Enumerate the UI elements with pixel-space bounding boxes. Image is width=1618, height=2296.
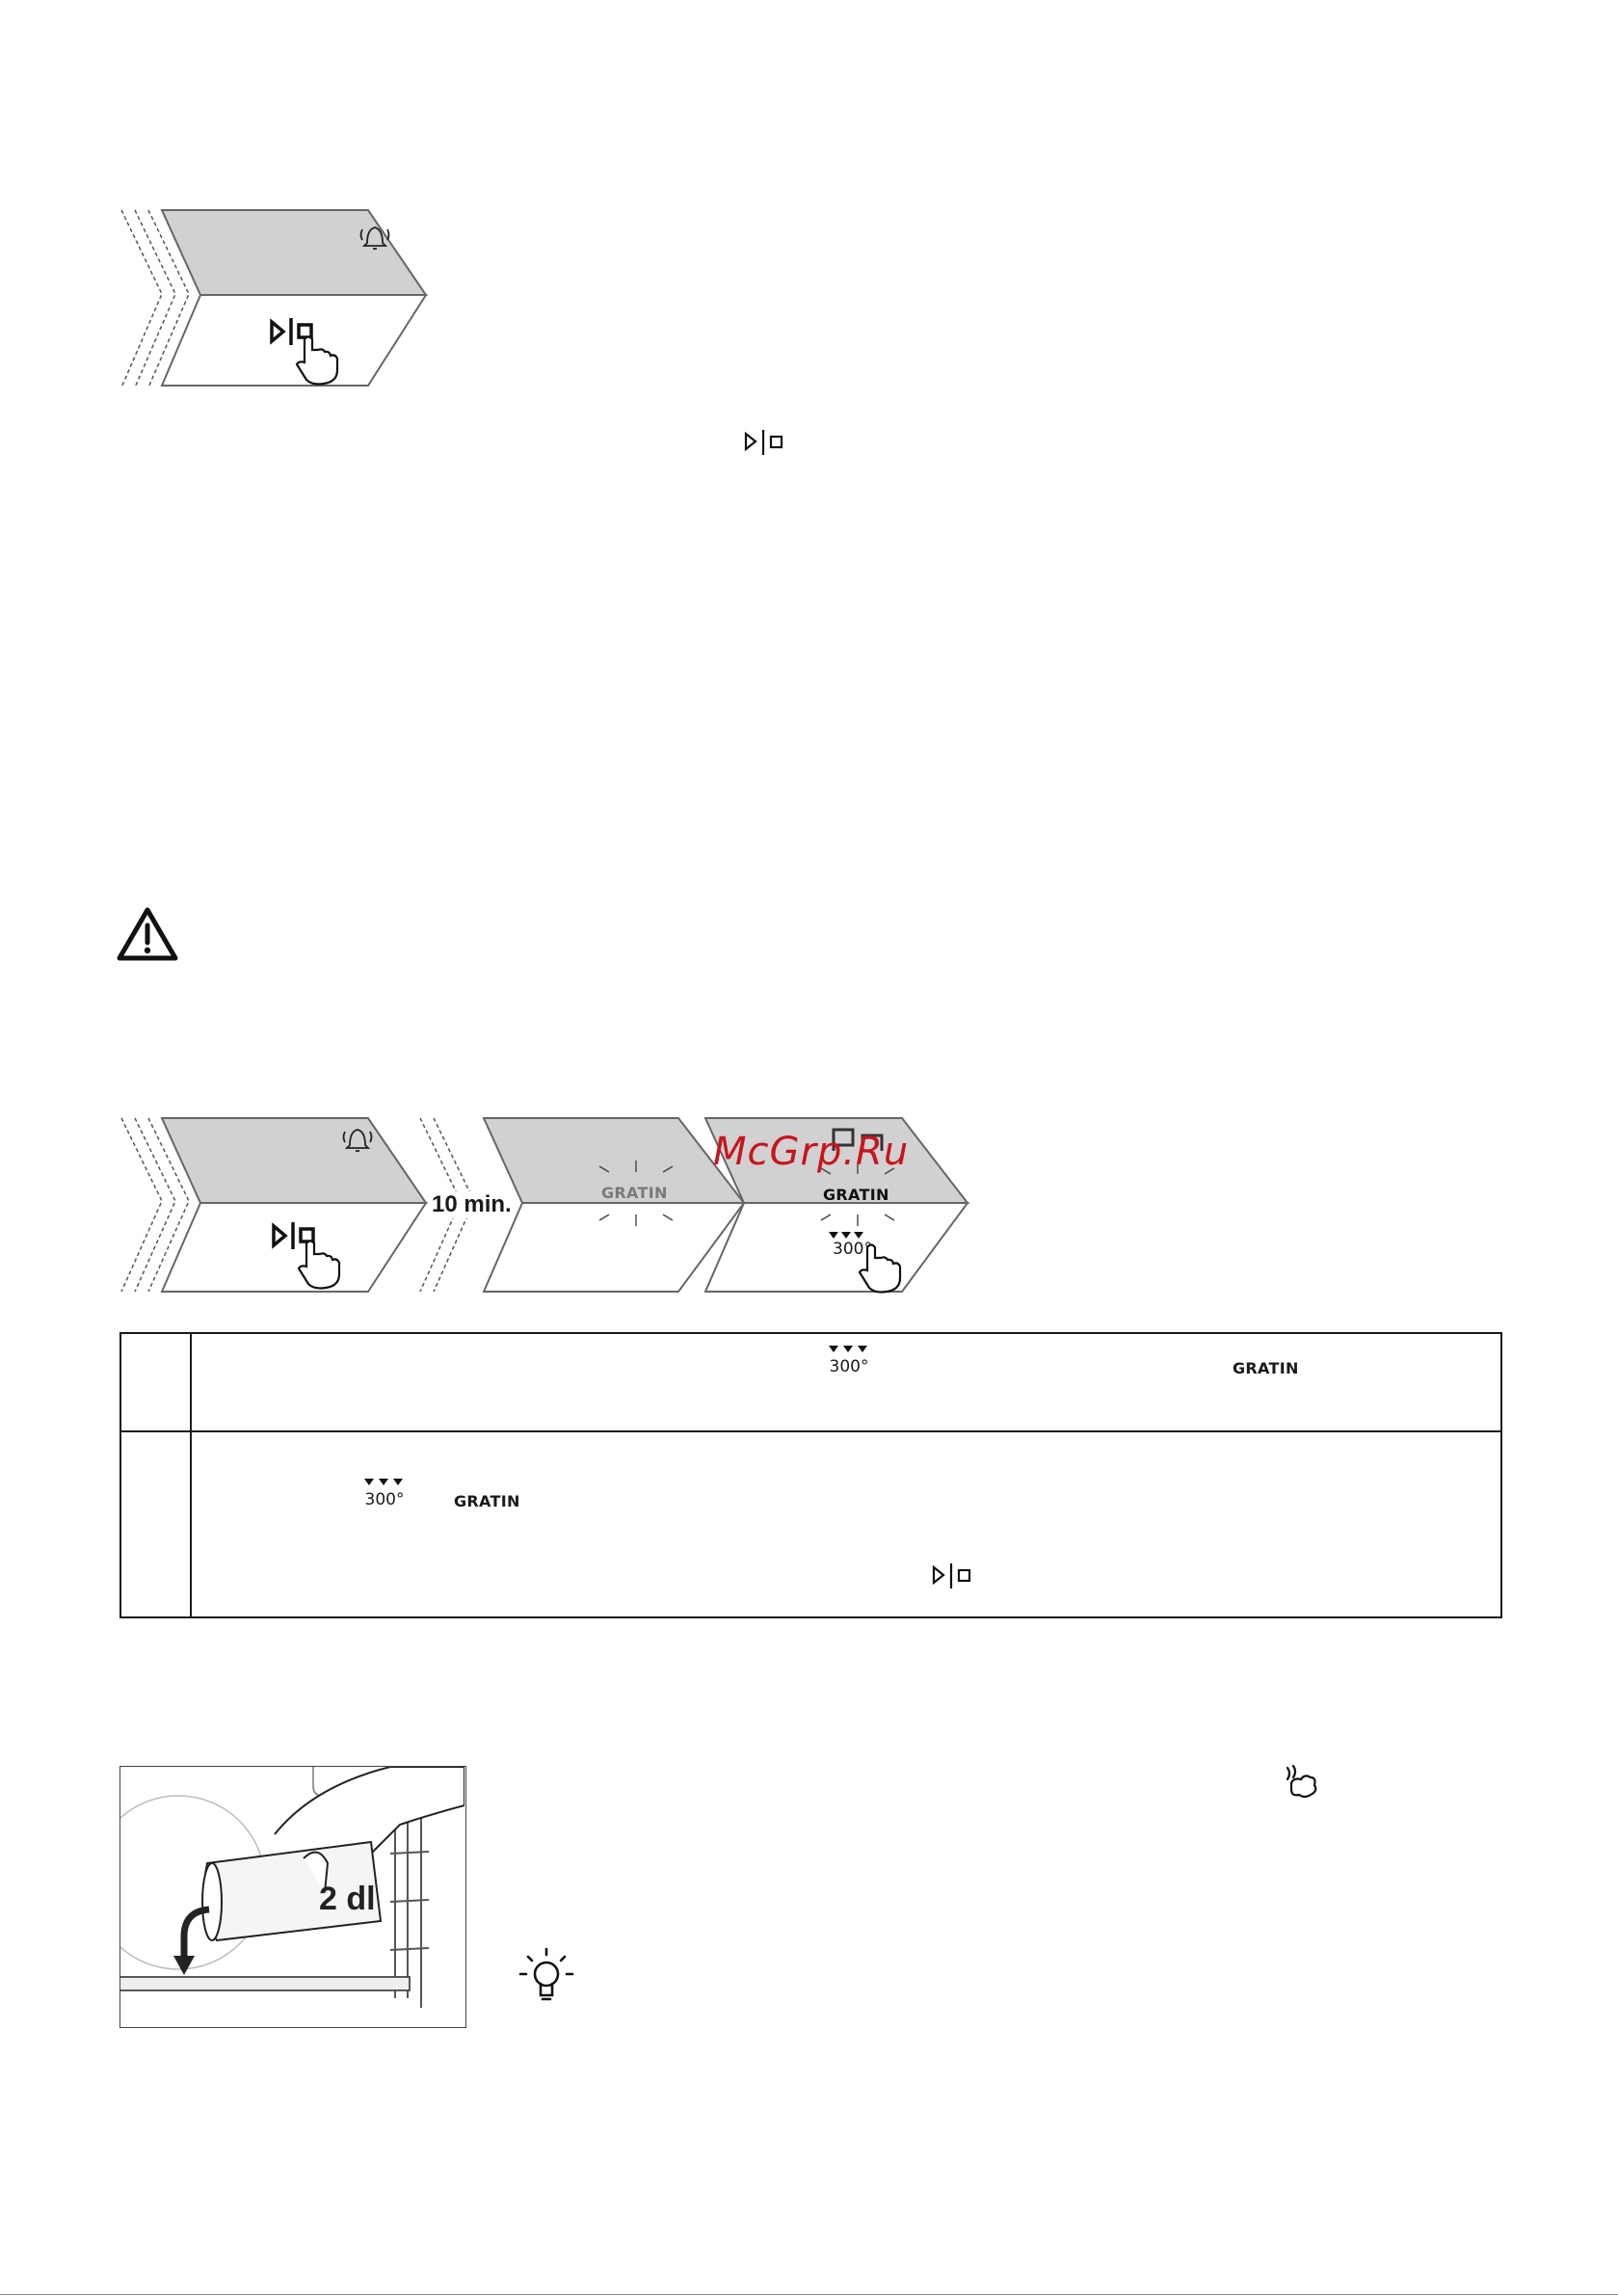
mode-label: GRATIN <box>1233 1359 1299 1377</box>
heat-triangles <box>362 1478 407 1487</box>
start-stop-icon <box>744 428 788 457</box>
table-row <box>192 1334 1500 1430</box>
temperature-value: 300° <box>829 1357 869 1376</box>
panel-2-control <box>484 1203 744 1292</box>
delay-label: 10 min. <box>432 1191 512 1217</box>
gratin-label-blinking: GRATIN <box>601 1184 668 1202</box>
alarm-stop-diagram <box>116 202 443 395</box>
mode-label: GRATIN <box>454 1492 520 1510</box>
lightbulb-icon <box>517 1945 576 2007</box>
panel-1-display <box>162 1118 426 1203</box>
table-row <box>192 1432 1500 1616</box>
gratin-label: GRATIN <box>823 1186 889 1204</box>
start-stop-icon <box>932 1562 976 1590</box>
volume-label: 2 dl <box>319 1881 376 1917</box>
heat-triangles <box>829 1232 863 1239</box>
water-pour-illustration <box>119 1766 466 2028</box>
oven-pour-drawing <box>120 1767 464 2026</box>
heat-level-indicator <box>820 1342 878 1376</box>
temperature-label: 300° <box>833 1240 872 1259</box>
footer-rule <box>0 2294 1618 2295</box>
heat-triangles <box>827 1345 871 1354</box>
warning-triangle-icon <box>116 906 179 962</box>
display-panel <box>162 210 426 295</box>
sequence-diagram <box>116 1116 983 1299</box>
control-panel <box>162 295 426 386</box>
temperature-value: 300° <box>364 1490 405 1509</box>
watermark: McGrp.Ru <box>713 1130 910 1174</box>
steam-icon <box>1282 1764 1320 1799</box>
heat-level-indicator <box>356 1475 413 1509</box>
step-table <box>119 1332 1502 1618</box>
